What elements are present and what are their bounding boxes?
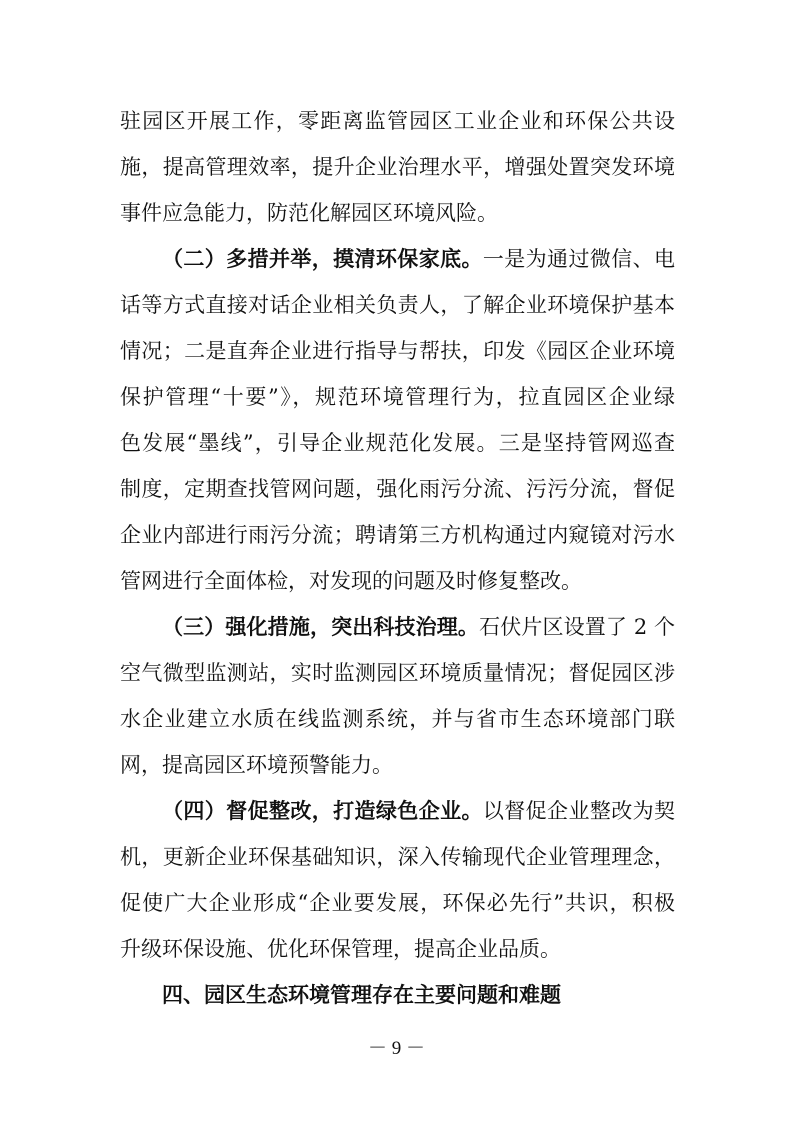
- paragraph-line: 话等方式直接对话企业相关负责人，了解企业环境保护基本: [120, 293, 675, 317]
- paragraph-line: 色发展“墨线”，引导企业规范化发展。三是坚持管网巡查: [120, 431, 675, 455]
- section-title: （四）督促整改，打造绿色企业。: [162, 798, 483, 823]
- paragraph-line: 水企业建立水质在线监测系统，并与省市生态环境部门联: [120, 707, 675, 731]
- section-title: （三）强化措施，突出科技治理。: [162, 614, 480, 639]
- paragraph-line: 升级环保设施、优化环保管理，提高企业品质。: [120, 937, 561, 961]
- paragraph-line: 保护管理“十要”》，规范环境管理行为，拉直园区企业绿: [120, 385, 675, 409]
- paragraph-line: 驻园区开展工作，零距离监管园区工业企业和环保公共设: [120, 109, 675, 133]
- paragraph-text: 石伏片区设置了 2 个: [479, 615, 676, 639]
- paragraph-line: 施，提高管理效率，提升企业治理水平，增强处置突发环境: [120, 155, 675, 179]
- paragraph-line: 网，提高园区环境预警能力。: [120, 753, 393, 777]
- paragraph-line: 企业内部进行雨污分流；聘请第三方机构通过内窥镜对污水: [120, 523, 675, 547]
- paragraph-line: 情况；二是直奔企业进行指导与帮扶，印发《园区企业环境: [120, 339, 675, 363]
- page-number: － 9 －: [367, 1038, 425, 1059]
- paragraph-line: 机，更新企业环保基础知识，深入传输现代企业管理理念，: [120, 845, 675, 869]
- paragraph-first-line: [162, 244, 675, 274]
- paragraph-first-line: [162, 612, 675, 642]
- paragraph-line: 制度，定期查找管网问题，强化雨污分流、污污分流，督促: [120, 477, 675, 501]
- paragraph-first-line: [162, 796, 675, 826]
- paragraph-line: 空气微型监测站，实时监测园区环境质量情况；督促园区涉: [120, 661, 675, 685]
- paragraph-text: 以督促企业整改为契: [482, 799, 676, 823]
- section-title: （二）多措并举，摸清环保家底。: [162, 246, 483, 271]
- chapter-heading: 四、园区生态环境管理存在主要问题和难题: [162, 983, 561, 1007]
- paragraph-line: 管网进行全面体检，对发现的问题及时修复整改。: [120, 569, 582, 593]
- paragraph-text: 一是为通过微信、电: [482, 247, 676, 271]
- paragraph-line: 事件应急能力，防范化解园区环境风险。: [120, 201, 498, 225]
- paragraph-line: 促使广大企业形成“企业要发展，环保必先行”共识，积极: [120, 891, 675, 915]
